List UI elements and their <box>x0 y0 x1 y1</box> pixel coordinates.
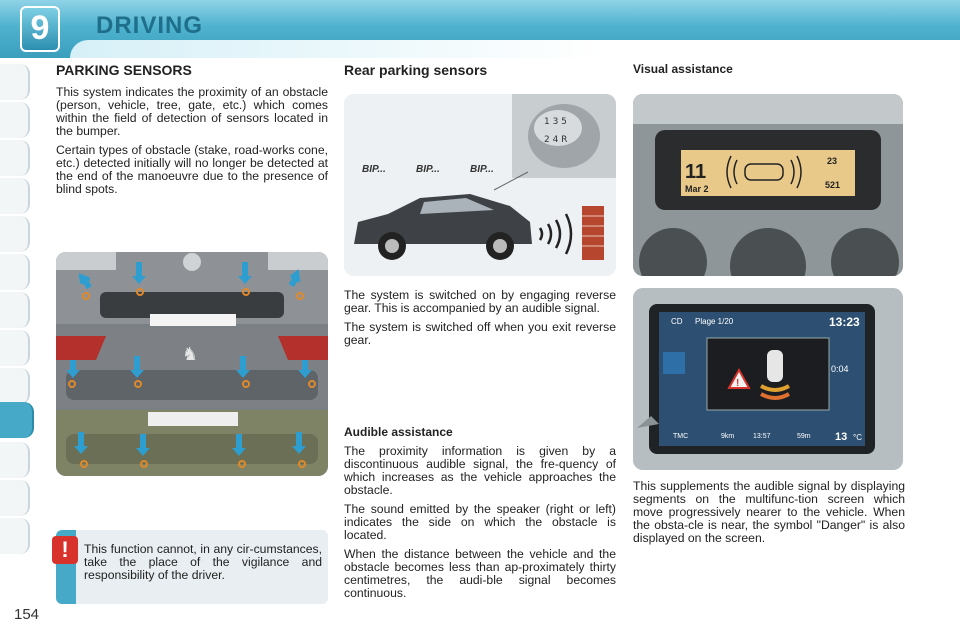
display-odometer: 521 <box>825 180 841 190</box>
chapter-tab[interactable] <box>0 178 30 214</box>
multifunction-screen-photo <box>633 288 903 470</box>
chapter-tab[interactable] <box>0 330 30 366</box>
screen-distance: 9km <box>721 433 735 440</box>
dashboard-display-photo <box>633 94 903 276</box>
chapter-tab[interactable] <box>0 216 30 252</box>
display-time: 11 <box>685 161 707 183</box>
chapter-tab[interactable] <box>0 480 30 516</box>
chapter-tab[interactable] <box>0 518 30 554</box>
screen-tmc: TMC <box>673 433 689 440</box>
screen-temp-unit: °C <box>853 433 862 442</box>
screen-outside-temp: 13 <box>835 431 848 443</box>
section-title: PARKING SENSORS <box>56 62 192 78</box>
warning-exclamation-icon: ! <box>52 536 78 564</box>
chapter-tab[interactable] <box>0 442 30 478</box>
parking-sensors-section <box>56 62 328 202</box>
section-title: Rear parking sensors <box>344 62 488 78</box>
paragraph: The proximity information is given by a discontinuous audible signal, the fre-quency of which increases as the vehicle approaches the obstacle. <box>344 444 616 497</box>
svg-text:1 3 5: 1 3 5 <box>544 117 567 127</box>
bip-label: BIP... <box>362 164 386 175</box>
paragraph: This system indicates the proximity of an obstacle (person, vehicle, tree, gate, etc.) which comes within the field of detection of sensors located in the bumper. <box>56 85 328 138</box>
screen-track: Plage 1/20 <box>695 317 734 326</box>
chapter-title: DRIVING <box>96 12 204 39</box>
chapter-number-badge: 9 <box>20 6 60 52</box>
visual-assistance-section <box>633 62 905 76</box>
chapter-tab[interactable] <box>0 254 30 290</box>
paragraph: The sound emitted by the speaker (right or left) indicates the side on which the obstacle is located. <box>344 502 616 542</box>
display-date: Mar 2 <box>685 184 709 194</box>
bip-label: BIP... <box>416 164 440 175</box>
audible-assistance-section <box>344 425 616 606</box>
subsection-title: Audible assistance <box>344 425 453 439</box>
chapter-tab[interactable] <box>0 102 30 138</box>
svg-text:♞: ♞ <box>182 344 199 365</box>
warning-text: This function cannot, in any cir-cumstances, take the place of the vigilance and responsibility of the driver. <box>84 542 322 582</box>
paragraph: Certain types of obstacle (stake, road-works cone, etc.) detected initially will no longer be detected at the end of the manoeuvre due to the presence of blind spots. <box>56 143 328 196</box>
bip-label: BIP... <box>470 164 494 175</box>
subsection-title: Visual assistance <box>633 62 733 76</box>
rear-parking-sensors-section <box>344 62 616 78</box>
screen-elapsed: 0:04 <box>831 364 849 374</box>
screen-clock: 13:23 <box>829 315 860 329</box>
rear-sensors-text <box>344 289 616 353</box>
svg-text:2 4 R: 2 4 R <box>544 135 568 145</box>
rear-sensors-illustration <box>344 94 616 276</box>
paragraph: The system is switched on by engaging reverse gear. This is accompanied by an audible signal. <box>344 288 616 315</box>
chapter-tab[interactable] <box>0 140 30 176</box>
paragraph: The system is switched off when you exit reverse gear. <box>344 320 616 347</box>
header-swoosh <box>70 40 960 58</box>
page-number: 154 <box>14 606 40 623</box>
chapter-tabs <box>0 64 34 574</box>
screen-source: CD <box>671 317 683 326</box>
chapter-tab[interactable] <box>0 368 30 404</box>
screen-remaining: 59m <box>797 433 811 440</box>
sensor-locations-photo <box>56 252 328 476</box>
paragraph: This supplements the audible signal by displaying segments on the multifunc-tion screen which move progressively nearer to the vehicle. When the obsta-cle is near, the symbol "Danger" is also displayed on the screen. <box>633 479 905 545</box>
screen-eta: 13:57 <box>753 433 771 440</box>
visual-assistance-text <box>633 480 905 551</box>
svg-text:!: ! <box>736 378 740 389</box>
chapter-tab[interactable] <box>0 292 30 328</box>
chapter-tab[interactable] <box>0 64 30 100</box>
paragraph: When the distance between the vehicle and the obstacle becomes less than ap-proximately thirty centimetres, the audi-ble signal becomes continuous. <box>344 547 616 600</box>
chapter-tab-active[interactable] <box>0 402 34 438</box>
display-temperature: 23 <box>827 156 838 166</box>
